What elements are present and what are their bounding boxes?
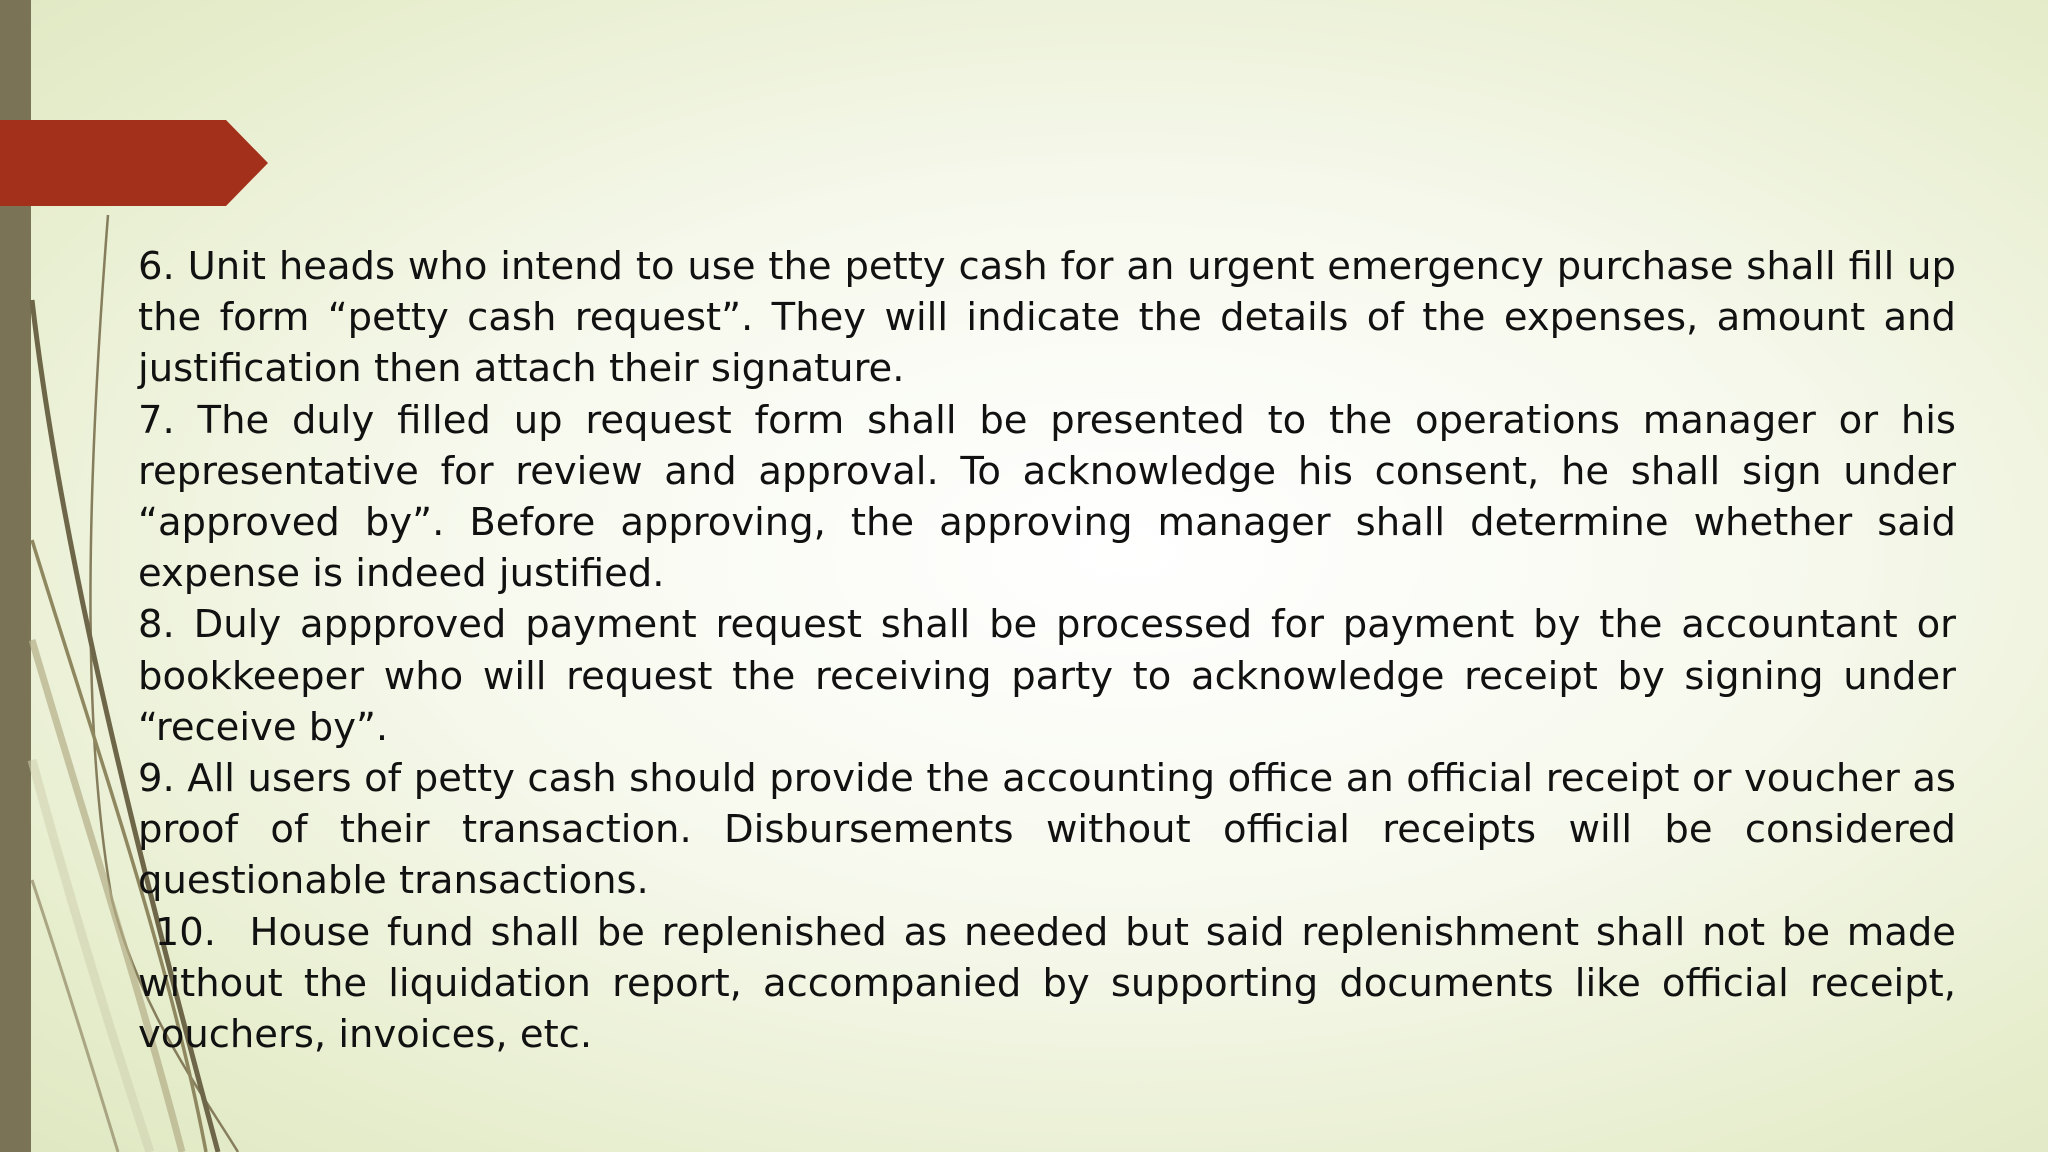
- paragraph-9: 9. All users of petty cash should provide the accounting office an official receipt or voucher as proof of their transaction. Disbursements without official receipts will be considered questionable transactions.: [138, 756, 1956, 904]
- paragraph-6: 6. Unit heads who intend to use the petty cash for an urgent emergency purchase shall fill up the form “petty cash request”. They will indicate the details of the expenses, amount and justification then attach their signature.: [138, 244, 1956, 392]
- paragraph-8: 8. Duly appproved payment request shall be processed for payment by the accountant or bookkeeper who will request the receiving party to acknowledge receipt by signing under “receive by”.: [138, 602, 1956, 750]
- paragraph-7: 7. The duly filled up request form shall be presented to the operations manager or his representative for review and approval. To acknowledge his consent, he shall sign under “approved by”. Before approving, the approving manager shall determine whether said expense is indeed justified.: [138, 397, 1956, 597]
- content-text-block: [138, 241, 1969, 1060]
- paragraph-10: 10. House fund shall be replenished as needed but said replenishment shall not be made without the liquidation report, accompanied by supporting documents like official receipt, vouchers, invoices, etc.: [138, 909, 1969, 1058]
- title-arrow-tab: [0, 120, 270, 206]
